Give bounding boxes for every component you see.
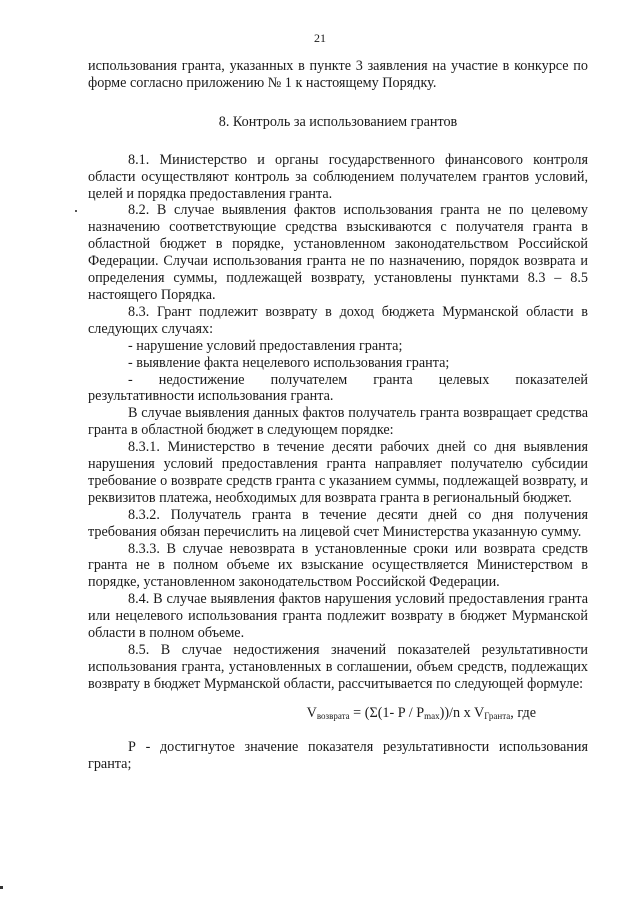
list-item-continuation: результативности использования гранта. <box>88 388 334 405</box>
paragraph-8-3-3: 8.3.3. В случае невозврата в установленные сроки или возврата средств гранта не в полном объеме их взыскание осуществляется Министерством в порядке, установленном законодательством Российской Федерации. <box>88 540 588 591</box>
list-item: - нарушение условий предоставления гранта; <box>128 337 403 354</box>
formula-part2: ))/n x V <box>439 704 485 721</box>
formula <box>88 705 588 725</box>
section-heading: 8. Контроль за использованием грантов <box>218 113 458 130</box>
paragraph-definition-p: Р - достигнутое значение показателя результативности использования гранта; <box>88 738 588 772</box>
paragraph-8-3: 8.3. Грант подлежит возврату в доход бюджета Мурманской области в следующих случаях: <box>88 303 588 337</box>
formula-tail: , где <box>510 704 536 721</box>
paragraph-case: В случае выявления данных фактов получатель гранта возвращает средства гранта в областной бюджет в следующем порядке: <box>88 405 588 439</box>
list-item: - недостижение получателем гранта целевых показателей <box>128 371 588 388</box>
paragraph-8-1: 8.1. Министерство и органы государственного финансового контроля области осуществляют контроль за соблюдением получателем грантов условий, целей и порядка предоставления гранта. <box>88 151 588 202</box>
scan-mark-edge <box>0 886 3 889</box>
paragraph-8-3-1: 8.3.1. Министерство в течение десяти рабочих дней со дня выявления нарушения условий предоставления гранта направляет получателю субсидии требование о возврате средств гранта с указанием суммы, подлежащей возврату, и реквизитов платежа, необходимых для возврата гранта в региональный бюджет. <box>88 439 588 506</box>
paragraph-8-4: 8.4. В случае выявления фактов нарушения условий предоставления гранта или нецелевого использования гранта подлежит возврату в бюджет Мурманской области в полном объеме. <box>88 591 588 642</box>
paragraph-8-5: 8.5. В случае недостижения значений показателей результативности использования гранта, установленных в соглашении, объем средств, подлежащих возврату в бюджет Мурманской области, рассчитывается по следующей формуле: <box>88 642 588 692</box>
document-body <box>88 58 588 772</box>
formula-vgr-sub: Гранта <box>484 710 511 721</box>
list-item: - выявление факта нецелевого использования гранта; <box>128 354 450 371</box>
formula-pmax-sub: max <box>424 710 440 721</box>
formula-v: V <box>306 704 317 721</box>
paragraph-8-3-2: 8.3.2. Получатель гранта в течение десяти дней со дня получения требования обязан перечислить на лицевой счет Министерства указанную сумму. <box>88 506 588 540</box>
paragraph-8-2: 8.2. В случае выявления фактов использования гранта не по целевому назначению соответствующие средства взыскиваются с получателя гранта в областной бюджет в порядке, установленном законодательством Российской Федерации. Случаи использования гранта не по назначению, порядок возврата и определения суммы, подлежащей возврату, установлены пунктами 8.3 – 8.5 настоящего Порядка. <box>88 202 588 303</box>
formula-part1: = (Σ(1- P / P <box>349 704 425 721</box>
page-number: 21 <box>314 31 326 45</box>
intro-paragraph: использования гранта, указанных в пункте 3 заявления на участие в конкурсе по форме согласно приложению № 1 к настоящему Порядку. <box>88 58 588 91</box>
scan-mark <box>75 210 77 212</box>
formula-v-sub: возврата <box>316 710 350 721</box>
